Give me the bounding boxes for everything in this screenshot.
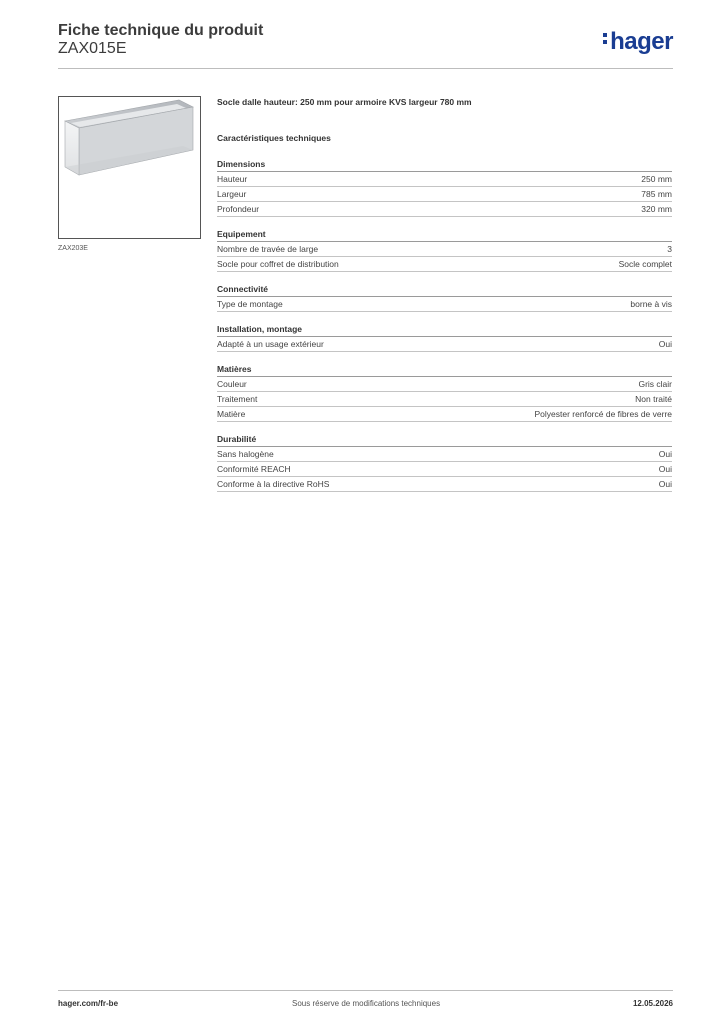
spec-label: Couleur (217, 379, 247, 389)
spec-label: Adapté à un usage extérieur (217, 339, 324, 349)
spec-label: Conformité REACH (217, 464, 291, 474)
spec-label: Largeur (217, 189, 247, 199)
spec-group-title: Dimensions (217, 158, 672, 172)
spec-content (217, 96, 672, 503)
footer-website: hager.com/fr-be (58, 999, 119, 1008)
spec-row (217, 407, 672, 422)
spec-row (217, 297, 672, 312)
document-title: Fiche technique du produit (58, 22, 264, 39)
spec-row (217, 187, 672, 202)
image-caption: ZAX203E (58, 245, 88, 252)
spec-value: Oui (658, 449, 672, 459)
spec-value: 320 mm (641, 204, 672, 214)
spec-value: Non traité (635, 394, 672, 404)
spec-row (217, 337, 672, 352)
spec-group-title: Installation, montage (217, 323, 672, 337)
product-image (58, 96, 201, 239)
spec-group (217, 283, 672, 312)
spec-value: borne à vis (630, 299, 672, 309)
spec-group (217, 433, 672, 492)
logo-colon-icon (603, 30, 607, 47)
spec-row (217, 462, 672, 477)
spec-value: Polyester renforcé de fibres de verre (534, 409, 672, 419)
spec-row (217, 377, 672, 392)
footer-disclaimer: Sous réserve de modifications techniques (292, 999, 441, 1008)
spec-label: Hauteur (217, 174, 248, 184)
spec-group-title: Equipement (217, 228, 672, 242)
spec-value: 250 mm (641, 174, 672, 184)
spec-value: Oui (658, 479, 672, 489)
spec-value: Oui (658, 339, 672, 349)
spec-label: Type de montage (217, 299, 283, 309)
spec-value: Oui (658, 464, 672, 474)
spec-label: Nombre de travée de large (217, 244, 319, 254)
footer-date: 12.05.2026 (632, 999, 673, 1008)
spec-row (217, 242, 672, 257)
spec-group (217, 323, 672, 352)
hager-logo (603, 28, 673, 56)
product-description: Socle dalle hauteur: 250 mm pour armoire KVS largeur 780 mm (217, 97, 472, 107)
spec-group-title: Connectivité (217, 283, 672, 297)
spec-group (217, 228, 672, 272)
logo-text: hager (610, 28, 673, 55)
spec-value: Gris clair (638, 379, 672, 389)
spec-group (217, 158, 672, 217)
technical-characteristics-heading: Caractéristiques techniques (217, 133, 331, 143)
spec-row (217, 202, 672, 217)
spec-row (217, 392, 672, 407)
spec-group-title: Durabilité (217, 433, 672, 447)
spec-group-title: Matières (217, 363, 672, 377)
spec-label: Profondeur (217, 204, 260, 214)
spec-row (217, 257, 672, 272)
spec-label: Socle pour coffret de distribution (217, 259, 339, 269)
spec-label: Conforme à la directive RoHS (217, 479, 330, 489)
spec-group (217, 363, 672, 422)
spec-label: Matière (217, 409, 246, 419)
spec-row (217, 172, 672, 187)
spec-label: Sans halogène (217, 449, 274, 459)
spec-label: Traitement (217, 394, 258, 404)
page-footer (58, 990, 673, 1008)
spec-row (217, 477, 672, 492)
spec-row (217, 447, 672, 462)
spec-value: Socle complet (618, 259, 672, 269)
spec-value: 3 (667, 244, 672, 254)
spec-value: 785 mm (641, 189, 672, 199)
product-reference: ZAX015E (58, 40, 127, 57)
product-socle-illustration (59, 97, 200, 238)
spec-groups (217, 158, 672, 492)
page-header (58, 22, 673, 69)
